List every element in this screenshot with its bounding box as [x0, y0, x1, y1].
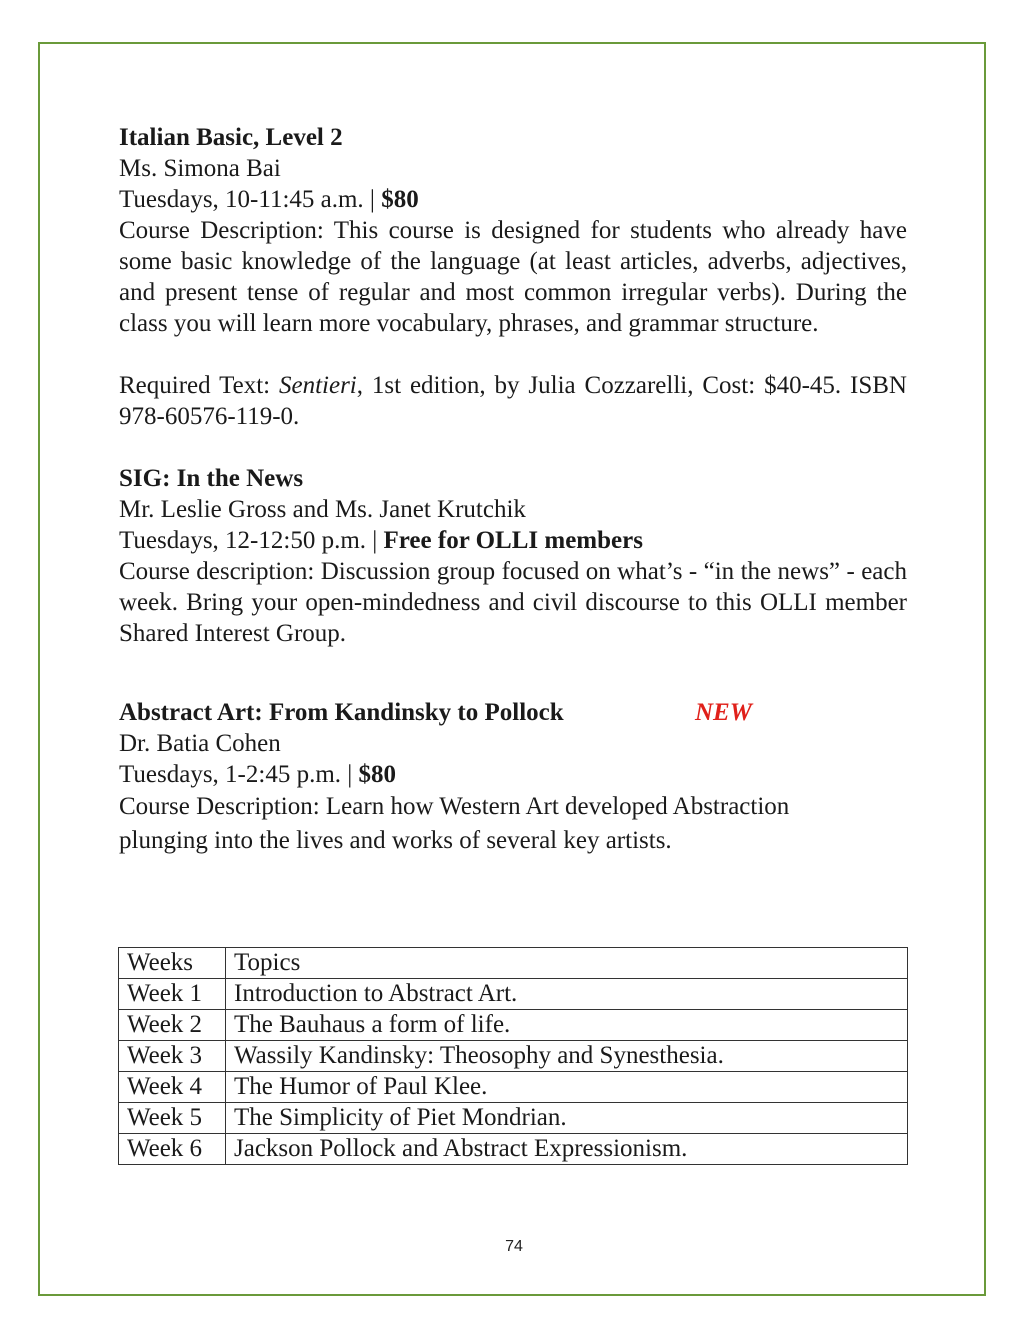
required-text-title: Sentieri: [278, 372, 357, 399]
course-italian-basic: [119, 122, 907, 432]
course-required-text: [119, 370, 907, 432]
page-content: [119, 122, 907, 858]
table-row: [119, 1103, 908, 1134]
table-cell-topic: The Simplicity of Piet Mondrian.: [226, 1103, 908, 1134]
table-row: [119, 1010, 908, 1041]
course-schedule: [119, 525, 907, 556]
table-cell-week: Week 1: [119, 979, 226, 1010]
table-cell-topic: The Humor of Paul Klee.: [226, 1072, 908, 1103]
course-abstract-art: [119, 697, 907, 858]
table-header-row: [119, 948, 908, 979]
table-header-weeks: Weeks: [119, 948, 226, 979]
course-title: Italian Basic, Level 2: [119, 124, 343, 151]
table-row: [119, 979, 908, 1010]
course-schedule: [119, 184, 907, 215]
course-description: Course Description: This course is designed for students who already have some basic knowledge of the language (at least articles, adverbs, adjectives, and present tense of regular and most common irregular verbs). During the class you will learn more vocabulary, phrases, and grammar structure.: [119, 217, 907, 337]
course-price: $80: [381, 186, 419, 213]
table-cell-week: Week 2: [119, 1010, 226, 1041]
table-header-topics: Topics: [226, 948, 908, 979]
course-schedule-time: Tuesdays, 10-11:45 a.m. |: [119, 186, 382, 213]
course-description: Course description: Discussion group focused on what’s - “in the news” - each week. Bring your open-mindedness and civil discourse to this OLLI member Shared Interest Group.: [119, 558, 907, 647]
course-title-row: [119, 697, 907, 728]
table-cell-topic: Introduction to Abstract Art.: [226, 979, 908, 1010]
course-price: Free for OLLI members: [383, 527, 643, 554]
course-title: SIG: In the News: [119, 465, 304, 492]
table-cell-week: Week 6: [119, 1134, 226, 1165]
course-instructor: Dr. Batia Cohen: [119, 730, 281, 757]
course-instructor: Mr. Leslie Gross and Ms. Janet Krutchik: [119, 496, 526, 523]
course-title: Abstract Art: From Kandinsky to Pollock: [119, 699, 564, 726]
page-number: 74: [505, 1238, 523, 1255]
course-description-line-2: plunging into the lives and works of several key artists.: [119, 827, 672, 854]
table-row: [119, 1072, 908, 1103]
required-text-prefix: Required Text:: [119, 372, 279, 399]
new-badge: NEW: [695, 699, 752, 726]
table-cell-week: Week 4: [119, 1072, 226, 1103]
course-description-line-1: Course Description: Learn how Western Art developed Abstraction: [119, 793, 790, 820]
table-cell-topic: Wassily Kandinsky: Theosophy and Synesthesia.: [226, 1041, 908, 1072]
table-cell-week: Week 5: [119, 1103, 226, 1134]
table-cell-week: Week 3: [119, 1041, 226, 1072]
table-row: [119, 1134, 908, 1165]
table-row: [119, 1041, 908, 1072]
course-price: $80: [358, 761, 397, 788]
course-instructor: Ms. Simona Bai: [119, 155, 281, 182]
course-schedule-time: Tuesdays, 12-12:50 p.m. |: [119, 527, 384, 554]
course-schedule-time: Tuesdays, 1-2:45 p.m. |: [119, 761, 359, 788]
table-cell-topic: The Bauhaus a form of life.: [226, 1010, 908, 1041]
topics-table: [118, 947, 908, 1165]
course-schedule: [119, 759, 907, 790]
required-text-suffix: , 1st edition, by Julia Cozzarelli, Cost: $40-45. ISBN 978-60576-119-0.: [119, 372, 907, 430]
table-cell-topic: Jackson Pollock and Abstract Expressionism.: [226, 1134, 908, 1165]
course-sig-in-the-news: [119, 463, 907, 649]
